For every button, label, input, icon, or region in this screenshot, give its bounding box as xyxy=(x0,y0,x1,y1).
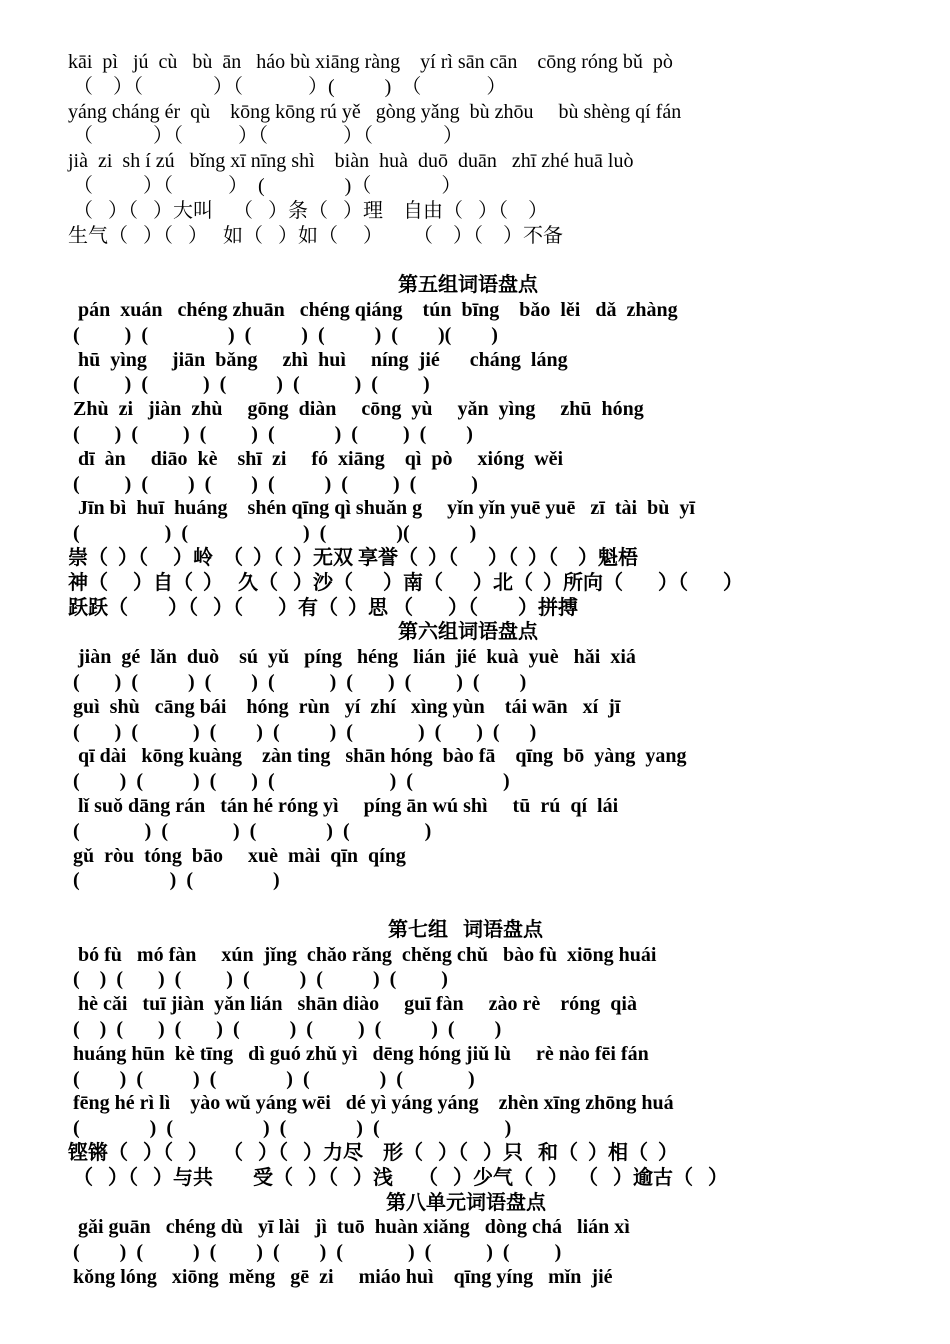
fill-in-idiom-line: （ ）（ ）大叫 （ ）条（ ）理 自由（ ）（ ） xyxy=(68,199,548,222)
pinyin-line: yáng cháng ér qù kōng kōng rú yě gòng yǎng bù zhōu bù shèng qí fán xyxy=(68,100,682,123)
fill-in-idiom-line: （ ）（ ）与共 受（ ）（ ）浅 （ ）少气（ ） （ ）逾古（ ） xyxy=(68,1166,728,1189)
pinyin-line: Zhù zi jiàn zhù gōng diàn cōng yù yǎn yìng zhū hóng xyxy=(68,398,644,421)
pinyin-line: huáng hūn kè tīng dì guó zhǔ yì dēng hóng jiǔ lù rè nào fēi fán xyxy=(68,1042,649,1065)
pinyin-line: kāi pì jú cù bù ān háo bù xiāng ràng yí rì sān cān cōng róng bǔ pò xyxy=(68,51,673,73)
pinyin-line: jià zi sh í zú bǐng xī nīng shì biàn huà duō duān zhī zhé huā luò xyxy=(68,150,634,173)
blank-line: ( ) ( ) ( ) ( ) ( ) xyxy=(68,770,510,793)
blank-line: ( ) ( ) ( )( ) xyxy=(68,522,477,545)
blank-line: ( ) ( ) ( ) ( ) ( ) ( ) xyxy=(68,472,478,495)
section-7-vocab xyxy=(68,918,928,1191)
section-4-vocab xyxy=(68,50,928,248)
pinyin-line: guì shù cāng bái hóng rùn yí zhí xìng yùn tái wān xí jī xyxy=(68,695,621,718)
pinyin-line: kǒng lóng xiōng měng gē zi miáo huì qīng yíng mǐn jié xyxy=(68,1266,613,1289)
pinyin-line: bó fù mó fàn xún jǐng chǎo rǎng chěng chǔ bào fù xiōng huái xyxy=(68,943,657,966)
fill-in-idiom-line: 崇（ ）（ ）岭 （ ）（ ）无双 享誉（ ）（ ）（ ）（ ）魁梧 xyxy=(68,546,638,569)
pinyin-line: gǔ ròu tóng bāo xuè mài qīn qíng xyxy=(68,844,406,867)
blank-line: ( ) ( ) ( ) ( ) xyxy=(68,819,432,842)
fill-in-idiom-line: 铿锵（ ）（ ） （ ）（ ）力尽 形（ ）（ ）只 和（ ）相（ ） xyxy=(68,1142,678,1165)
fill-in-idiom-line: 跃跃（ ）（ ）（ ）有（ ）思 （ ）（ ）拼搏 xyxy=(68,596,578,619)
blank-line: （ ）（ ）（ ）( ) （ ） xyxy=(68,75,507,98)
section-title: 第五组词语盘点 xyxy=(398,274,538,297)
section-5-vocab xyxy=(68,273,928,620)
pinyin-line: hū yìng jiān bǎng zhì huì níng jié cháng láng xyxy=(68,348,568,371)
pinyin-line: jiàn gé lǎn duò sú yǔ píng héng lián jié kuà yuè hǎi xiá xyxy=(68,646,636,669)
fill-in-idiom-line: 神（ ）自（ ） 久（ ）沙（ ）南（ ）北（ ）所向（ ）（ ） xyxy=(68,571,743,594)
blank-line: ( ) ( ) ( ) ( ) ( ) ( ) xyxy=(68,968,448,991)
blank-line: ( ) ( ) xyxy=(68,869,280,892)
pinyin-line: qī dài kōng kuàng zàn ting shān hóng bào fā qīng bō yàng yang xyxy=(68,745,687,768)
section-title: 第六组词语盘点 xyxy=(398,621,538,644)
pinyin-line: dī àn diāo kè shī zi fó xiāng qì pò xióng wěi xyxy=(68,447,564,470)
blank-line: ( ) ( ) ( ) ( ) ( ) ( ) ( ) xyxy=(68,670,527,693)
pinyin-line: pán xuán chéng zhuān chéng qiáng tún bīng bǎo lěi dǎ zhàng xyxy=(68,298,678,321)
pinyin-line: gǎi guān chéng dù yī lài jì tuō huàn xiǎng dòng chá lián xì xyxy=(68,1216,630,1239)
section-title: 第七组 词语盘点 xyxy=(388,918,543,941)
section-title: 第八单元词语盘点 xyxy=(386,1191,546,1214)
document-page xyxy=(68,50,928,1290)
blank-line: （ ）（ ）（ ）（ ） xyxy=(68,125,463,148)
pinyin-line: lǐ suǒ dāng rán tán hé róng yì píng ān wú shì tū rú qí lái xyxy=(68,794,619,817)
blank-line: ( ) ( ) ( ) ( ) ( ) ( ) ( ) xyxy=(68,1018,502,1041)
blank-line: ( ) ( ) ( ) ( ) xyxy=(68,1117,512,1140)
blank-line: ( ) ( ) ( ) ( ) ( ) ( ) xyxy=(68,422,473,445)
section-6-vocab xyxy=(68,620,928,893)
pinyin-line: fēng hé rì lì yào wǔ yáng wēi dé yì yáng yáng zhèn xīng zhōng huá xyxy=(68,1092,674,1115)
blank-line: ( ) ( ) ( ) ( ) ( )( ) xyxy=(68,323,498,346)
pinyin-line: Jīn bì huī huáng shén qīng qì shuǎn g yǐn yǐn yuē yuē zī tài bù yī xyxy=(68,497,695,520)
fill-in-idiom-line: 生气（ ）（ ） 如（ ）如（ ） （ ）（ ）不备 xyxy=(68,224,563,247)
blank-line: ( ) ( ) ( ) ( ) ( ) ( ) ( ) xyxy=(68,720,537,743)
blank-line: （ ）（ ） ( )（ ） xyxy=(68,174,462,197)
section-8-vocab xyxy=(68,1191,928,1290)
pinyin-line: hè cǎi tuī jiàn yǎn lián shān diào guī fàn zào rè róng qià xyxy=(68,993,637,1016)
blank-line: ( ) ( ) ( ) ( ) ( ) ( ) ( ) xyxy=(68,1241,562,1264)
blank-line: ( ) ( ) ( ) ( ) ( ) xyxy=(68,1067,475,1090)
blank-line: ( ) ( ) ( ) ( ) ( ) xyxy=(68,373,430,396)
